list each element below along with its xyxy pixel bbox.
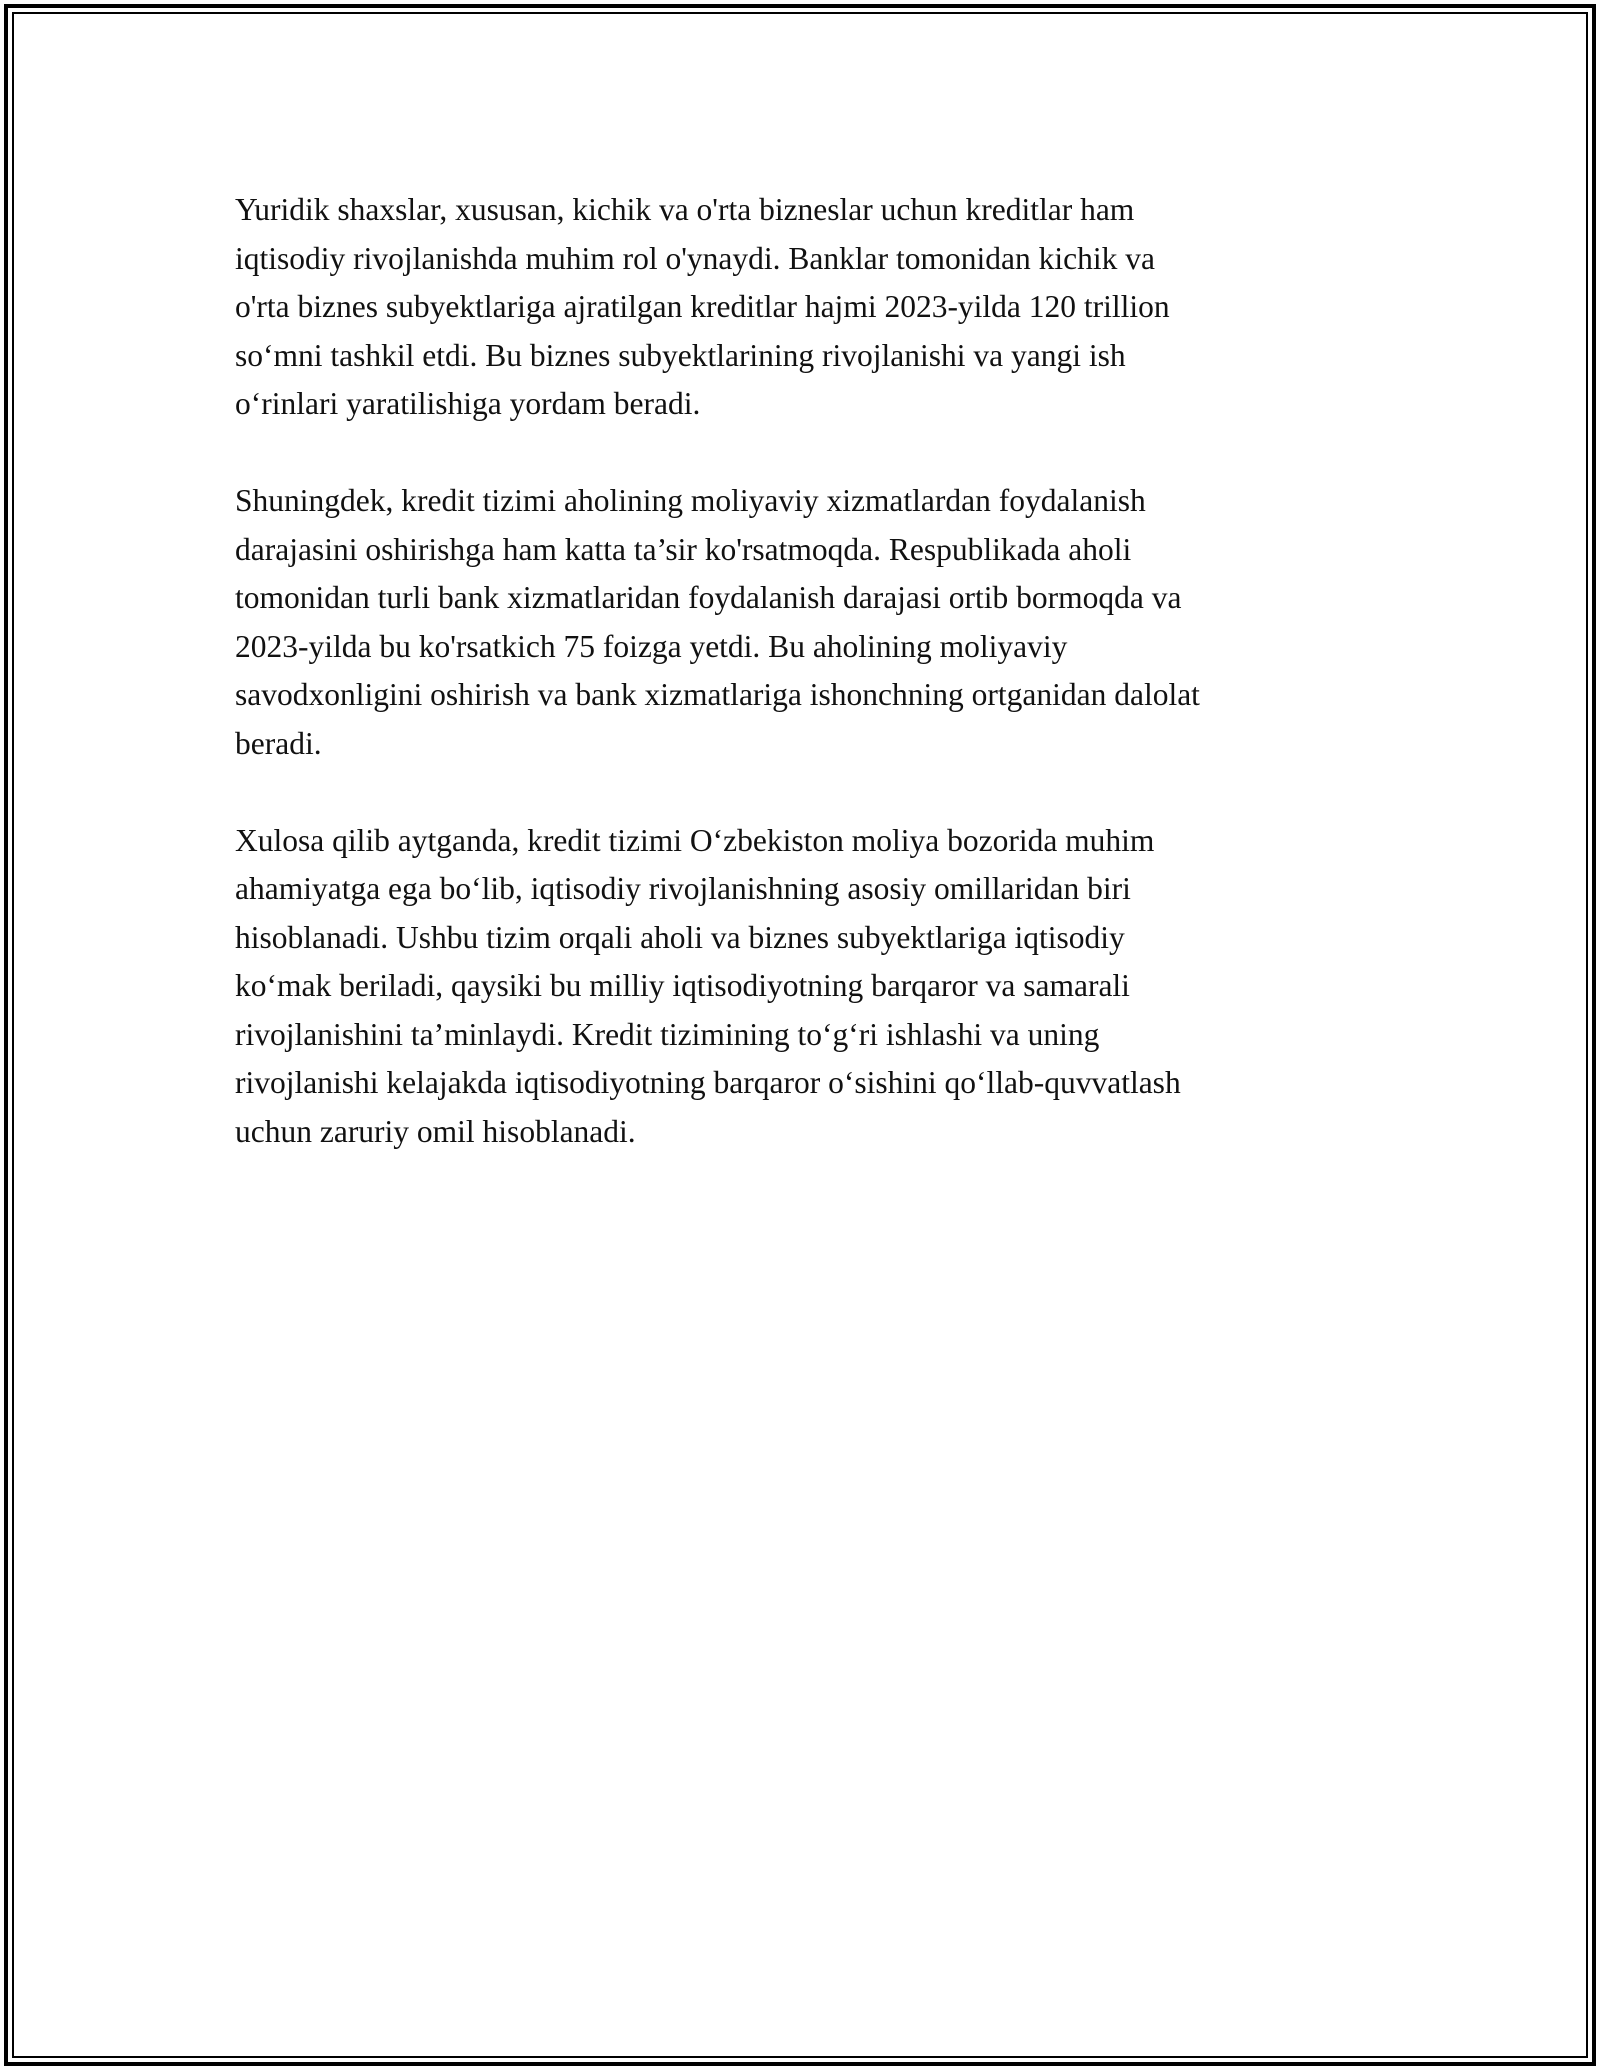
text-line: rivojlanishini ta’minlaydi. Kredit tizimining to‘g‘ri ishlashi va uning [235,1016,1100,1052]
text-line: rivojlanishi kelajakda iqtisodiyotning barqaror o‘sishini qo‘llab-quvvatlash [235,1065,1181,1100]
text-line: darajasini oshirishga ham katta ta’sir ko'rsatmoqda. Respublikada aholi [235,531,1132,567]
text-line: iqtisodiy rivojlanishda muhim rol o'ynaydi. Banklar tomonidan kichik va [235,240,1155,276]
document-body [235,186,1370,1205]
text-line: hisoblanadi. Ushbu tizim orqali aholi va biznes subyektlariga iqtisodiy [235,919,1125,955]
text-line: ko‘mak beriladi, qaysiki bu milliy iqtisodiyotning barqaror va samarali [235,968,1130,1003]
text-line: so‘mni tashkil etdi. Bu biznes subyektlarining rivojlanishi va yangi ish [235,337,1126,373]
paragraph-1 [235,186,1370,429]
text-line: tomonidan turli bank xizmatlaridan foydalanish darajasi ortib bormoqda va [235,580,1182,615]
paragraph-2 [235,477,1370,768]
paragraph-3 [235,817,1370,1157]
text-line: uchun zaruriy omil hisoblanadi. [235,1113,636,1149]
text-line: Xulosa qilib aytganda, kredit tizimi O‘zbekiston moliya bozorida muhim [235,822,1155,858]
text-line: o'rta biznes subyektlariga ajratilgan kreditlar hajmi 2023-yilda 120 trillion [235,289,1170,324]
text-line: savodxonligini oshirish va bank xizmatlariga ishonchning ortganidan dalolat [235,677,1200,712]
text-line: 2023-yilda bu ko'rsatkich 75 foizga yetdi. Bu aholining moliyaviy [235,628,1068,664]
text-line: ahamiyatga ega bo‘lib, iqtisodiy rivojlanishning asosiy omillaridan biri [235,871,1131,906]
text-line: Shuningdek, kredit tizimi aholining moliyaviy xizmatlardan foydalanish [235,483,1146,518]
text-line: Yuridik shaxslar, xususan, kichik va o'rta bizneslar uchun kreditlar ham [235,192,1135,227]
text-line: beradi. [235,725,322,761]
text-line: o‘rinlari yaratilishiga yordam beradi. [235,386,701,421]
